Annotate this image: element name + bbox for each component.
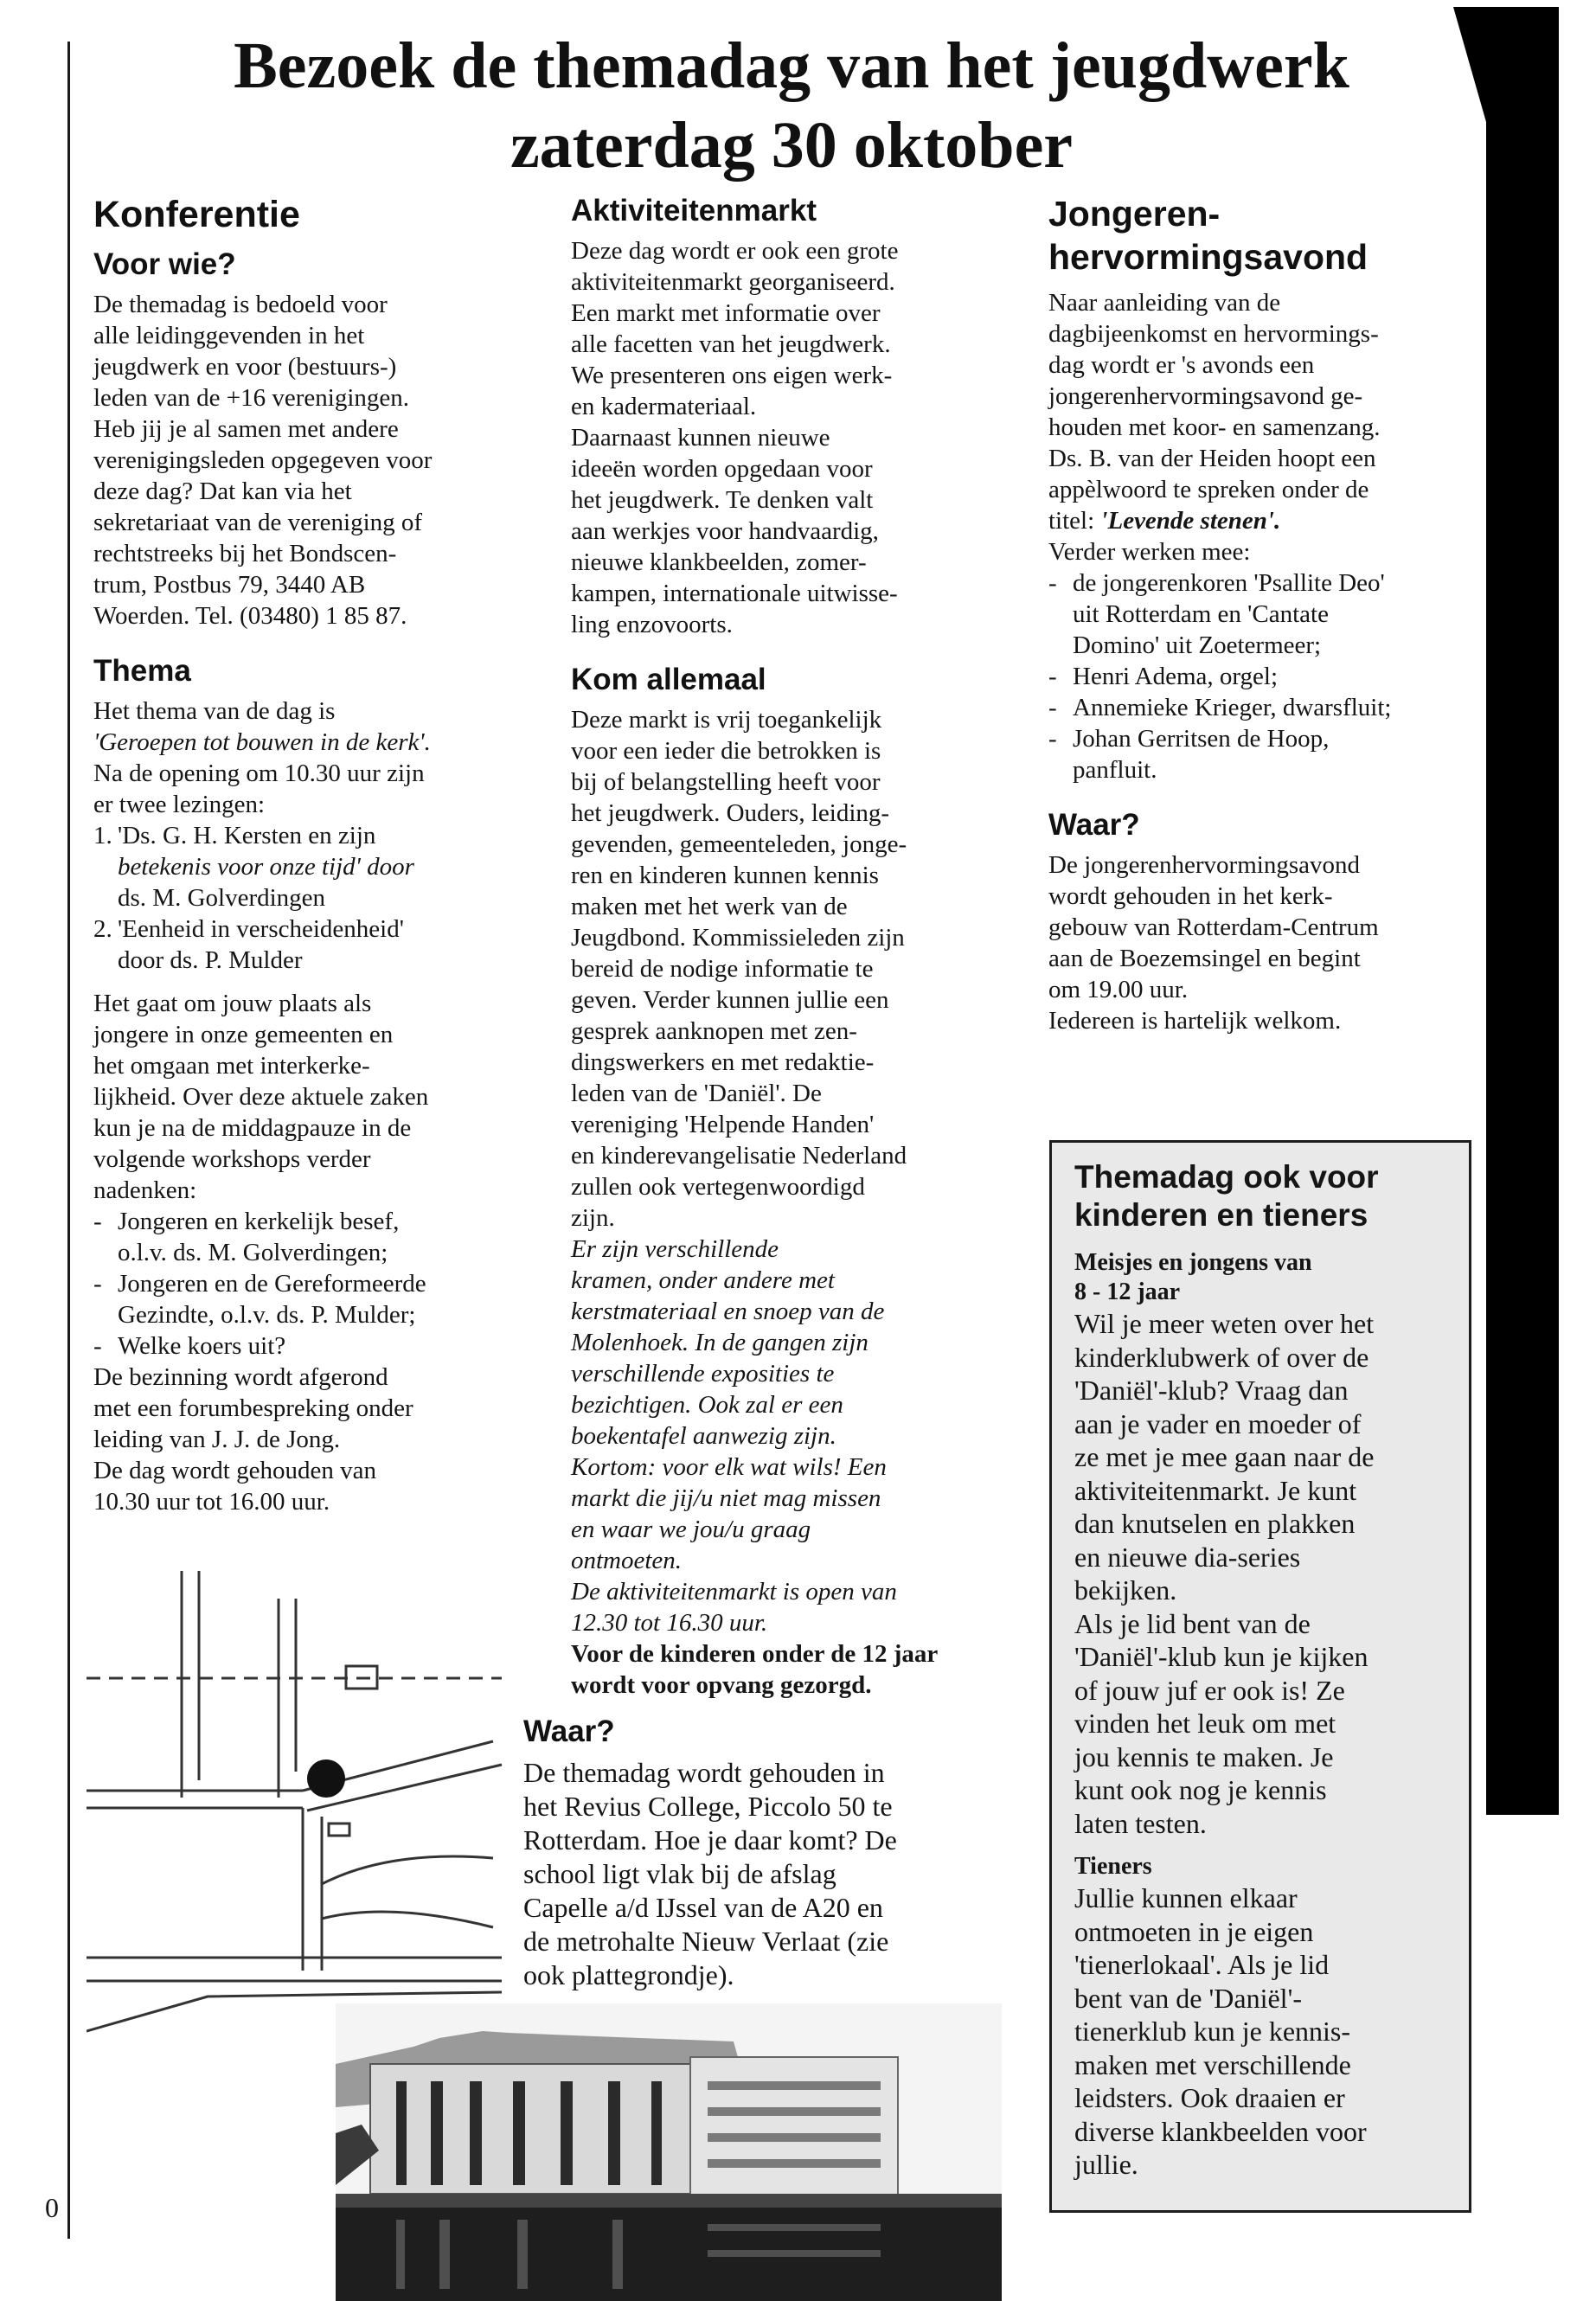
lecture-item bbox=[93, 913, 526, 976]
workshop-item: - Jongeren en de Gereformeerde Gezindte, o.l.v. ds. P. Mulder; bbox=[93, 1270, 426, 1329]
voor-wie-text: De themadag is bedoeld voor alle leidinggevenden in het jeugdwerk en voor (bestuurs-) leden van de +16 verenigingen. Heb jij je al samen met andere verenigingsleden opgegeven voor deze dag? Dat kan via het sekretariaat van de vereniging of rechtstreeks bij het Bondscen- trum, Postbus 79, 3440 AB Woerden. Tel. (03480) 1 85 87. bbox=[93, 291, 433, 630]
performer-item: - Henri Adema, orgel; bbox=[1048, 663, 1279, 690]
performer-list bbox=[1048, 567, 1481, 785]
thema-opening: Na de opening om 10.30 uur zijn er twee lezingen: bbox=[93, 760, 425, 818]
heading-jongerenhervormingsavond: Jongeren- hervormingsavond bbox=[1048, 194, 1368, 277]
kids-text: Wil je meer weten over het kinderklubwerk of over de 'Daniël'-klub? Vraag dan aan je vader en moeder of ze met je mee gaan naar de aktiviteitenmarkt. Je kunt dan knutselen en plakken en nieuwe dia-series bekijken. Als je lid bent van de 'Daniël'-klub kun je kijken of jouw juf er ook is! Ze vinden het leuk om met jou kennis te maken. Je kunt ook nog je kennis laten testen. bbox=[1074, 1308, 1375, 1839]
right-black-bar bbox=[1486, 7, 1559, 1815]
lecture-line: 'Ds. G. H. Kersten en zijn bbox=[118, 822, 376, 849]
kom-bold-note: Voor de kinderen onder de 12 jaar wordt voor opvang gezorgd. bbox=[571, 1640, 939, 1699]
page-headline bbox=[82, 26, 1501, 185]
map-road bbox=[322, 1912, 493, 1927]
headline-line-1: Bezoek de themadag van het jeugdwerk bbox=[234, 29, 1349, 102]
map-road bbox=[322, 1856, 493, 1884]
heading-voor-wie: Voor wie? bbox=[93, 247, 236, 281]
lecture-number: 2. bbox=[93, 915, 112, 943]
waar-themadag-text: De themadag wordt gehouden in het Revius College, Piccolo 50 te Rotterdam. Hoe je daar komt? De school ligt vlak bij de afslag Capelle a/d IJssel van de A20 en de metrohalte Nieuw Verlaat (zie ook plattegrondje). bbox=[523, 1757, 897, 1990]
map-location-marker bbox=[307, 1759, 345, 1798]
workshop-item: - Welke koers uit? bbox=[93, 1332, 286, 1360]
kom-text-b: Er zijn verschillende kramen, onder andere met kerstmateriaal en snoep van de Molenhoek. In de gangen zijn verschillende exposities te bezichtigen. Ook zal er een boekentafel aanwezig zijn. Kortom: voor elk wat wils! Een markt die jij/u niet mag missen en waar we jou/u graag ontmoeten. De aktiviteitenmarkt is open van 12.30 tot 16.30 uur. bbox=[571, 1235, 897, 1637]
heading-konferentie: Konferentie bbox=[93, 194, 300, 235]
lecture-line: 'Eenheid in verscheidenheid' bbox=[118, 915, 404, 943]
avond-text-a: Naar aanleiding van de dagbijeenkomst en hervormings- dag wordt er 's avonds een jongerenhervormingsavond ge- houden met koor- en samenzang. Ds. B. van der Heiden hoopt een appèlwoord te spreken onder de bbox=[1048, 289, 1381, 503]
workshop-list bbox=[93, 1206, 526, 1362]
page-number: 0 bbox=[45, 2192, 59, 2223]
lecture-list bbox=[93, 820, 526, 976]
kids-box-title: Themadag ook voor kinderen en tieners bbox=[1074, 1159, 1379, 1233]
performer-item: - Johan Gerritsen de Hoop, panfluit. bbox=[1048, 725, 1330, 784]
column-konferentie bbox=[93, 192, 526, 1517]
school-photo bbox=[336, 2003, 1002, 2301]
plaats-text: Het gaat om jouw plaats als jongere in onze gemeenten en het omgaan met interkerke- lijkheid. Over deze aktuele zaken kun je na de middagpauze in de volgende workshops verder nadenken: bbox=[93, 990, 429, 1204]
performer-item: - de jongerenkoren 'Psallite Deo' uit Rotterdam en 'Cantate Domino' uit Zoetermeer; bbox=[1048, 569, 1385, 659]
section-waar-themadag bbox=[523, 1713, 1016, 1992]
kids-teens-box bbox=[1049, 1140, 1471, 2213]
column-jongerenhervormingsavond bbox=[1048, 192, 1481, 1036]
markt-text: Deze dag wordt er ook een grote aktiviteitenmarkt georganiseerd. Een markt met informatie over alle facetten van het jeugdwerk. We presenteren ons eigen werk- en kadermateriaal. Daarnaast kunnen nieuwe ideeën worden opgedaan voor het jeugdwerk. Te denken valt aan werkjes voor handvaardig, nieuwe klankbeelden, zomer- kampen, internationale uitwisse- ling enzovoorts. bbox=[571, 237, 899, 638]
avond-text-b: Verder werken mee: bbox=[1048, 538, 1251, 566]
kids-subheading: Meisjes en jongens van 8 - 12 jaar bbox=[1074, 1249, 1312, 1305]
avond-titel: titel: 'Levende stenen'. bbox=[1048, 507, 1281, 535]
heading-kom-allemaal: Kom allemaal bbox=[571, 663, 766, 696]
map-building bbox=[329, 1823, 349, 1836]
teens-subheading: Tieners bbox=[1074, 1853, 1152, 1880]
headline-line-2: zaterdag 30 oktober bbox=[510, 109, 1074, 182]
teens-text: Jullie kunnen elkaar ontmoeten in je eigen 'tienerlokaal'. Als je lid bent van de 'Daniël'- tienerklub kun je kennis- maken met verschillende leidsters. Ook draaien er diverse klankbeelden voor jullie. bbox=[1074, 1882, 1367, 2180]
route-map bbox=[87, 1564, 519, 2048]
waar-avond-text: De jongerenhervormingsavond wordt gehouden in het kerk- gebouw van Rotterdam-Centrum aan de Boezemsingel en begint om 19.00 uur. Iedereen is hartelijk welkom. bbox=[1048, 851, 1379, 1035]
thema-intro: Het thema van de dag is bbox=[93, 697, 336, 725]
avond-titel-value: 'Levende stenen'. bbox=[1100, 507, 1281, 535]
performer-item: - Annemieke Krieger, dwarsfluit; bbox=[1048, 694, 1392, 721]
heading-waar-avond: Waar? bbox=[1048, 808, 1140, 842]
thema-title: 'Geroepen tot bouwen in de kerk'. bbox=[93, 728, 431, 756]
lecture-number: 1. bbox=[93, 822, 112, 849]
heading-aktiviteitenmarkt: Aktiviteitenmarkt bbox=[571, 194, 817, 228]
afsluiting-text: De bezinning wordt afgerond met een forumbespreking onder leiding van J. J. de Jong. De dag wordt gehouden van 10.30 uur tot 16.00 uur. bbox=[93, 1363, 413, 1516]
heading-waar: Waar? bbox=[523, 1715, 615, 1748]
lecture-line: door ds. P. Mulder bbox=[118, 946, 303, 974]
lecture-line: ds. M. Golverdingen bbox=[118, 884, 326, 912]
column-aktiviteitenmarkt bbox=[571, 192, 1003, 1701]
lecture-line: betekenis voor onze tijd' door bbox=[118, 853, 414, 881]
lecture-item bbox=[93, 820, 526, 913]
heading-thema: Thema bbox=[93, 654, 191, 688]
kom-text-a: Deze markt is vrij toegankelijk voor een ieder die betrokken is bij of belangstelling heeft voor het jeugdwerk. Ouders, leiding- gevenden, gemeenteleden, jonge- ren en kinderen kunnen kennis maken met het werk van de Jeugdbond. Kommissieleden zijn bereid de nodige informatie te geven. Verder kunnen jullie een gesprek aanknopen met zen- dingswerkers en met redaktie- leden van de 'Daniël'. De vereniging 'Helpende Handen' en kinderevangelisatie Nederland zullen ook vertegenwoordigd zijn. bbox=[571, 706, 907, 1232]
workshop-item: - Jongeren en kerkelijk besef, o.l.v. ds. M. Golverdingen; bbox=[93, 1208, 400, 1266]
left-margin-rule bbox=[67, 42, 70, 2239]
